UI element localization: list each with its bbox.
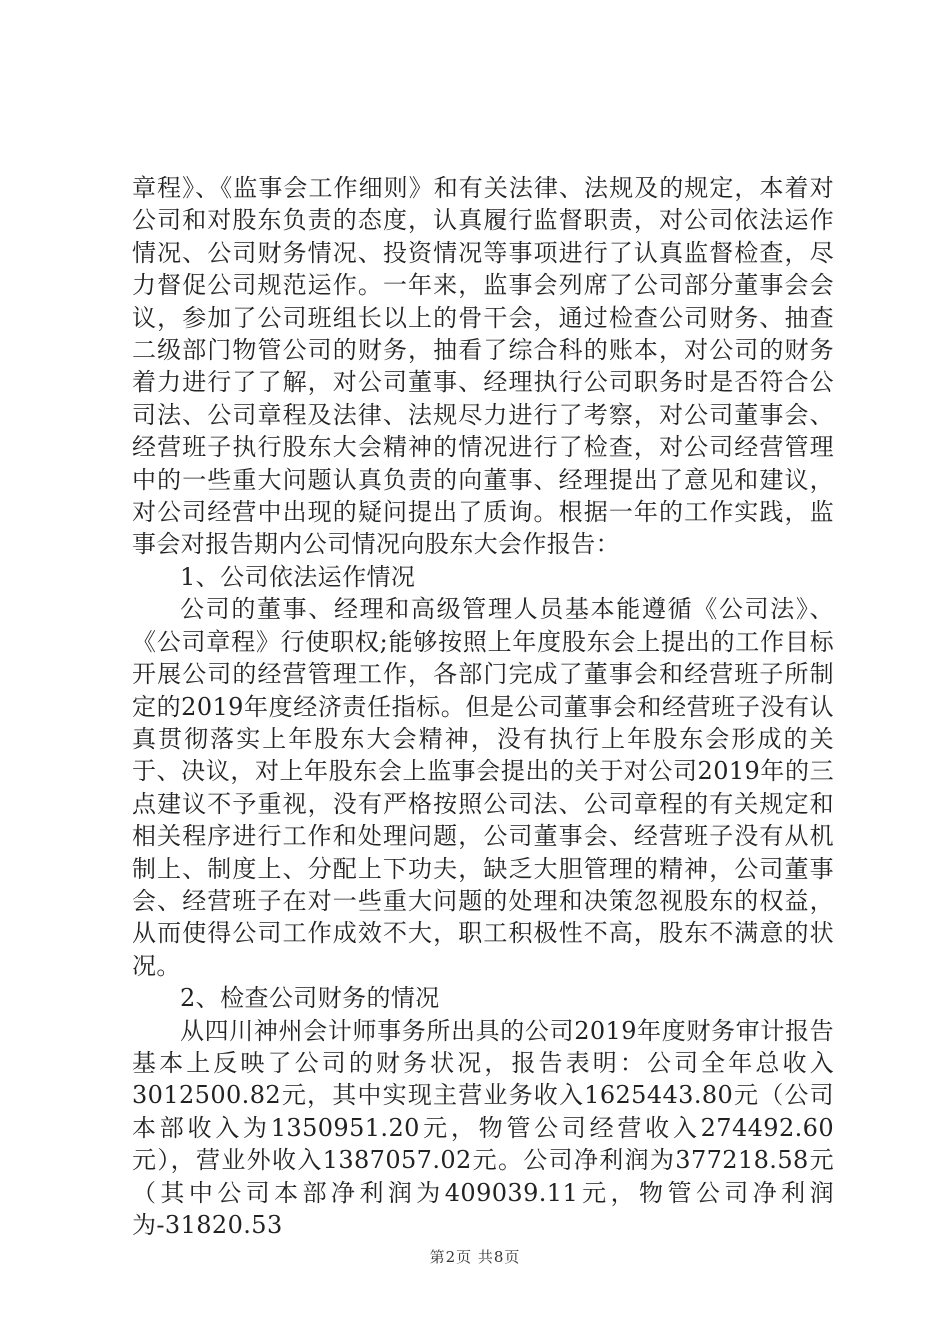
paragraph-finance-check: 从四川神州会计师事务所出具的公司2019年度财务审计报告基本上反映了公司的财务状况，报告表明：公司全年总收入3012500.82元，其中实现主营业务收入1625443.80元（公司本部收入为1350951.20元，物管公司经营收入274492.60元），营业外收入1387057.02元。公司净利润为377218.58元（其中公司本部净利润为409039.11元，物管公司净利润为-31820.53 (132, 1016, 834, 1239)
section-heading-legal-operation: 1、公司依法运作情况 (180, 562, 416, 591)
page-footer: 第2页 共8页 (429, 1248, 521, 1266)
section-heading-finance-check: 2、检查公司财务的情况 (180, 984, 440, 1013)
paragraph-intro: 章程》、《监事会工作细则》和有关法律、法规及的规定，本着对公司和对股东负责的态度，认真履行监督职责，对公司依法运作情况、公司财务情况、投资情况等事项进行了认真监督检查，尽力督促公司规范运作。一年来，监事会列席了公司部分董事会会议，参加了公司班组长以上的骨干会，通过检查公司财务、抽查二级部门物管公司的财务，抽看了综合科的账本，对公司的财务着力进行了了解，对公司董事、经理执行公司职务时是否符合公司法、公司章程及法律、法规尽力进行了考察，对公司董事会、经营班子执行股东大会精神的情况进行了检查，对公司经营管理中的一些重大问题认真负责的向董事、经理提出了意见和建议，对公司经营中出现的疑问提出了质询。根据一年的工作实践，监事会对报告期内公司情况向股东大会作报告： (132, 174, 834, 559)
document-body (132, 172, 834, 1241)
paragraph-legal-operation: 公司的董事、经理和高级管理人员基本能遵循《公司法》、《公司章程》行使职权;能够按照上年度股东会上提出的工作目标开展公司的经营管理工作，各部门完成了董事会和经营班子所制定的2019年度经济责任指标。但是公司董事会和经营班子没有认真贯彻落实上年股东大会精神，没有执行上年股东会形成的关于、决议，对上年股东会上监事会提出的关于对公司2019年的三点建议不予重视，没有严格按照公司法、公司章程的有关规定和相关程序进行工作和处理问题，公司董事会、经营班子没有从机制上、制度上、分配上下功夫，缺乏大胆管理的精神，公司董事会、经营班子在对一些重大问题的处理和决策忽视股东的权益，从而使得公司工作成效不大，职工积极性不高，股东不满意的状况。 (132, 595, 834, 980)
